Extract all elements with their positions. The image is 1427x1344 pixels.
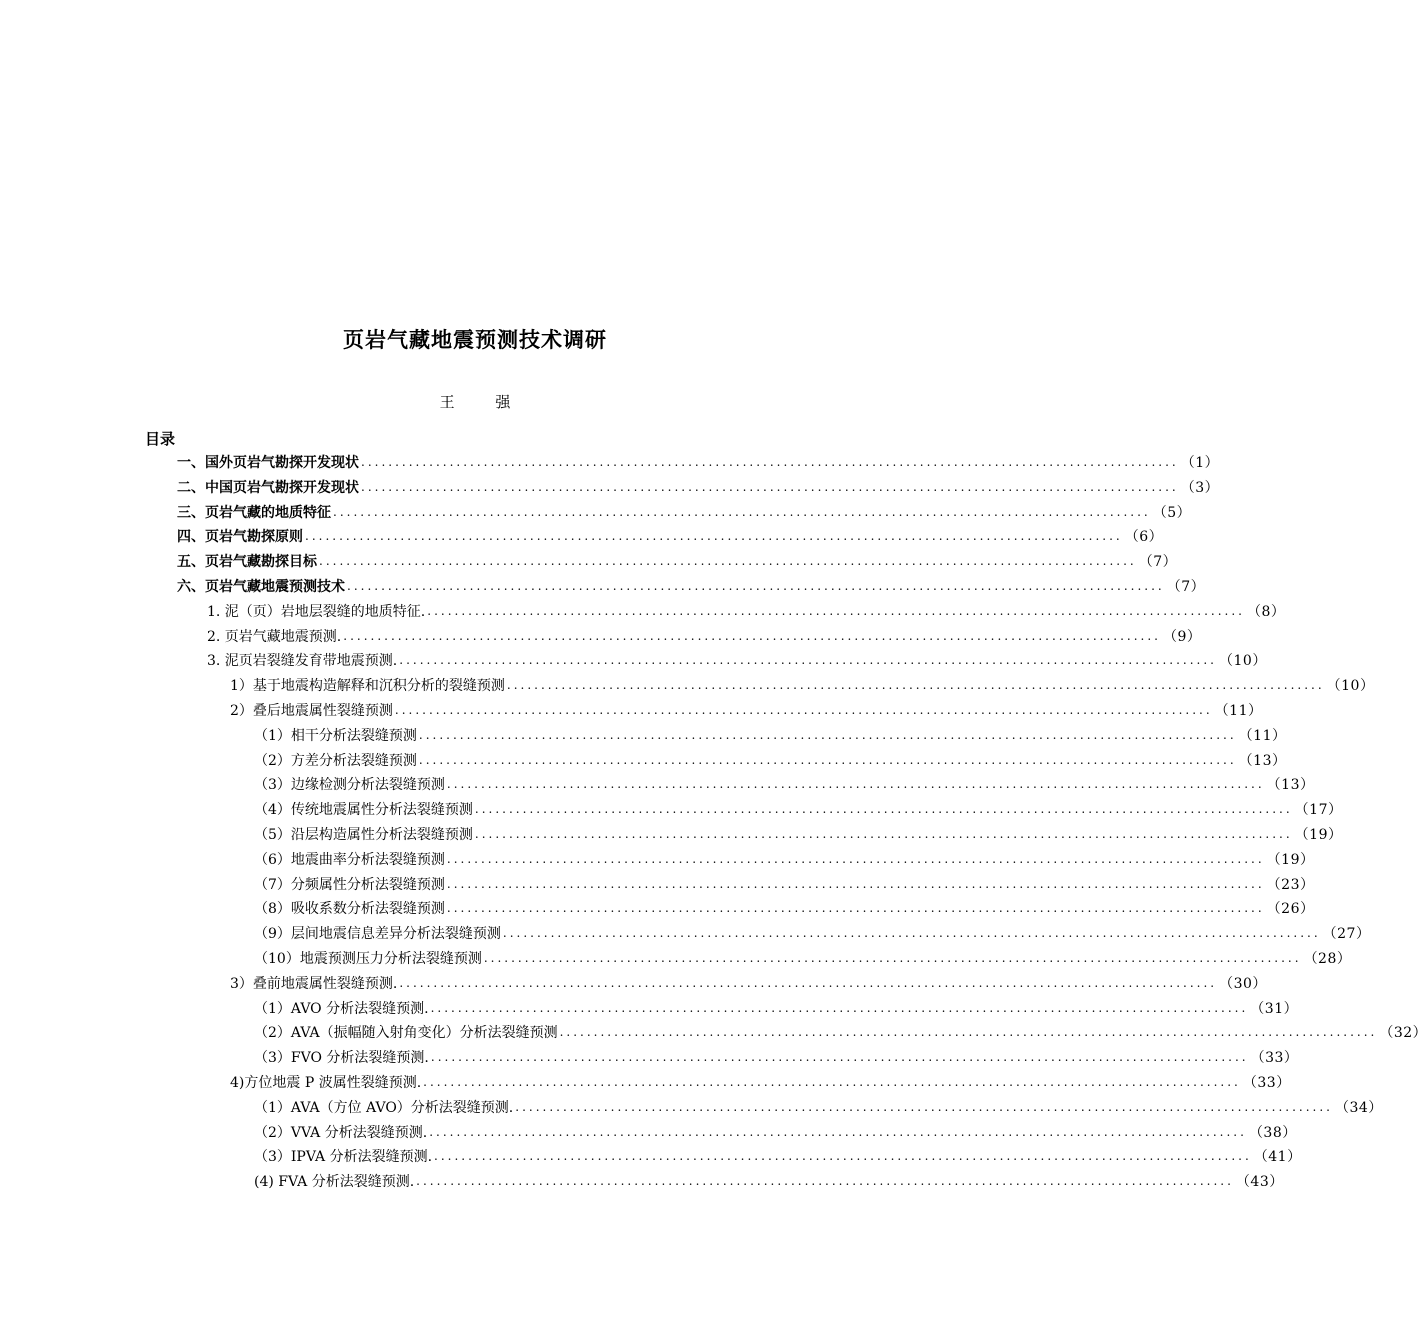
toc-entry[interactable] (207, 649, 1267, 671)
toc-entry-title: 4)方位地震 P 波属性裂缝预测. (230, 1075, 422, 1091)
toc-entry-title: （10）地震预测压力分析法裂缝预测 (254, 951, 482, 967)
toc-entry[interactable] (177, 501, 1192, 523)
toc-leader-dots: ........................................................................................................................ (423, 1075, 1241, 1089)
toc-entry-page: （17） (1294, 802, 1343, 819)
toc-entry[interactable] (254, 997, 1299, 1019)
toc-leader-dots: ........................................................................................................................ (515, 1099, 1333, 1114)
toc-leader-dots: ........................................................................................................................ (446, 901, 1265, 916)
toc-entry-page: （1） (1180, 455, 1220, 471)
toc-leader-dots: ........................................................................................................................ (343, 628, 1161, 643)
toc-leader-dots: ........................................................................................................................ (559, 1025, 1378, 1040)
toc-entry-page: （19） (1266, 851, 1315, 868)
toc-leader-dots: ........................................................................................................................ (418, 727, 1237, 742)
toc-entry-page: （38） (1248, 1124, 1297, 1141)
toc-leader-dots: ........................................................................................................................ (474, 827, 1293, 841)
toc-entry-title: （6）地震曲率分析法裂缝预测 (254, 851, 445, 868)
toc-entry-title: （5）沿层构造属性分析法裂缝预测 (254, 827, 473, 843)
toc-entry-title: （4）传统地震属性分析法裂缝预测 (254, 802, 473, 819)
toc-entry[interactable] (254, 1046, 1299, 1068)
document-title: 页岩气藏地震预测技术调研 (343, 327, 607, 352)
toc-entry-title: （3）IPVA 分析法裂缝预测. (254, 1149, 433, 1166)
toc-entry-page: （43） (1235, 1174, 1284, 1191)
toc-leader-dots: ........................................................................................................................ (506, 678, 1325, 693)
toc-entry[interactable] (254, 873, 1315, 895)
toc-entry-page: （23） (1266, 876, 1315, 893)
toc-leader-dots: ........................................................................................................................ (446, 777, 1265, 792)
toc-entry[interactable] (177, 525, 1164, 547)
toc-entry-title: 一、国外页岩气勘探开发现状 (177, 455, 359, 471)
toc-entry-page: （3） (1180, 479, 1220, 496)
toc-entry[interactable] (230, 674, 1375, 696)
toc-leader-dots: ........................................................................................................................ (502, 926, 1321, 941)
toc-entry-title: 1）基于地震构造解释和沉积分析的裂缝预测 (230, 678, 505, 695)
toc-entry[interactable] (177, 451, 1220, 473)
toc-entry-page: （7） (1166, 579, 1206, 595)
toc-entry-page: （32） (1379, 1025, 1427, 1042)
toc-entry[interactable] (230, 699, 1263, 721)
toc-entry-title: 3. 泥页岩裂缝发育带地震预测. (207, 653, 398, 670)
toc-leader-dots: ........................................................................................................................ (319, 554, 1137, 569)
toc-entry[interactable] (254, 724, 1287, 746)
toc-entry-title: （3）边缘检测分析法裂缝预测 (254, 777, 445, 794)
toc-entry-page: （10） (1219, 653, 1267, 670)
toc-entry[interactable] (254, 848, 1315, 870)
toc-entry[interactable] (207, 600, 1286, 622)
toc-entry-page: （26） (1266, 901, 1315, 918)
toc-entry-title: (4) FVA 分析法裂缝预测. (254, 1174, 415, 1191)
toc-entry-page: （11） (1214, 703, 1263, 719)
author-name: 王 强 (439, 393, 529, 411)
toc-entry-title: （1）相干分析法裂缝预测 (254, 727, 417, 744)
toc-leader-dots: ........................................................................................................................ (474, 802, 1293, 817)
toc-entry-title: （2）AVA（振幅随入射角变化）分析法裂缝预测 (254, 1025, 558, 1042)
toc-entry[interactable] (254, 922, 1371, 944)
toc-entry[interactable] (230, 1071, 1291, 1093)
toc-entry-title: （3）FVO 分析法裂缝预测. (254, 1050, 429, 1067)
toc-entry-title: 五、页岩气藏勘探目标 (177, 554, 317, 571)
toc-entry-title: 三、页岩气藏的地质特征 (177, 504, 331, 521)
toc-entry-title: （1）AVA（方位 AVO）分析法裂缝预测. (254, 1099, 514, 1116)
toc-entry-page: （31） (1250, 1000, 1299, 1017)
toc-entry-page: （7） (1138, 554, 1178, 571)
toc-entry-title: （8）吸收系数分析法裂缝预测 (254, 901, 445, 918)
toc-entry[interactable] (254, 1121, 1297, 1143)
toc-entry-title: （9）层间地震信息差异分析法裂缝预测 (254, 926, 501, 943)
toc-entry-title: 2）叠后地震属性裂缝预测 (230, 703, 393, 719)
toc-entry-page: （11） (1238, 727, 1287, 744)
toc-entry[interactable] (207, 625, 1202, 647)
toc-leader-dots: ........................................................................................................................ (430, 1050, 1249, 1065)
toc-entry-title: 四、页岩气勘探原则 (177, 529, 303, 546)
toc-entry[interactable] (254, 773, 1315, 795)
toc-entry[interactable] (254, 897, 1315, 919)
toc-entry-page: （34） (1334, 1099, 1383, 1116)
toc-entry-page: （6） (1124, 529, 1164, 546)
toc-entry-page: （9） (1163, 628, 1202, 645)
toc-entry[interactable] (254, 1021, 1427, 1043)
toc-entry-page: （19） (1294, 827, 1343, 843)
toc-entry[interactable] (230, 972, 1267, 994)
toc-leader-dots: ........................................................................................................................ (399, 653, 1217, 668)
toc-entry-page: （13） (1266, 777, 1315, 794)
toc-entry-title: （7）分频属性分析法裂缝预测 (254, 876, 445, 893)
toc-entry-title: 二、中国页岩气勘探开发现状 (177, 479, 359, 496)
toc-leader-dots: ........................................................................................................................ (446, 876, 1265, 891)
toc-entry-title: （2）方差分析法裂缝预测 (254, 752, 417, 769)
toc-leader-dots: ........................................................................................................................ (305, 529, 1123, 544)
toc-entry[interactable] (254, 749, 1287, 771)
toc-entry-page: （41） (1253, 1149, 1302, 1166)
toc-leader-dots: ........................................................................................................................ (446, 851, 1265, 866)
toc-entry-title: 六、页岩气藏地震预测技术 (177, 579, 345, 595)
toc-leader-dots: ........................................................................................................................ (361, 479, 1179, 494)
toc-leader-dots: ........................................................................................................................ (430, 1000, 1249, 1015)
toc-entry[interactable] (254, 1096, 1383, 1118)
toc-entry[interactable] (177, 550, 1178, 572)
toc-entry-page: （8） (1247, 603, 1286, 620)
toc-entry-page: （5） (1152, 504, 1192, 521)
toc-leader-dots: ........................................................................................................................ (429, 1124, 1247, 1139)
toc-entry-page: （10） (1326, 678, 1375, 695)
toc-entry[interactable] (177, 575, 1206, 597)
toc-leader-dots: ........................................................................................................................ (333, 504, 1151, 519)
toc-entry-page: （33） (1242, 1075, 1291, 1091)
toc-leader-dots: ........................................................................................................................ (361, 455, 1179, 469)
toc-leader-dots: ........................................................................................................................ (347, 579, 1165, 593)
toc-leader-dots: ........................................................................................................................ (399, 975, 1218, 990)
toc-entry[interactable] (254, 1170, 1284, 1192)
toc-entry-title: （1）AVO 分析法裂缝预测. (254, 1000, 429, 1017)
toc-entry-title: 3）叠前地震属性裂缝预测. (230, 975, 398, 992)
toc-entry[interactable] (254, 798, 1343, 820)
toc-leader-dots: ........................................................................................................................ (394, 703, 1213, 717)
toc-leader-dots: ........................................................................................................................ (434, 1149, 1252, 1164)
toc-leader-dots: ........................................................................................................................ (483, 951, 1302, 965)
toc-entry[interactable] (254, 947, 1352, 969)
toc-entry[interactable] (177, 476, 1220, 498)
toc-entry-page: （30） (1219, 975, 1267, 992)
toc-leader-dots: ........................................................................................................................ (418, 752, 1237, 767)
toc-entry-title: 2. 页岩气藏地震预测. (207, 628, 342, 645)
toc-entry-title: 1. 泥（页）岩地层裂缝的地质特征. (207, 603, 426, 620)
toc-entry-page: （13） (1238, 752, 1287, 769)
toc-entry-page: （33） (1250, 1050, 1299, 1067)
toc-entry[interactable] (254, 1145, 1302, 1167)
toc-heading: 目录 (145, 430, 176, 448)
toc-entry[interactable] (254, 823, 1343, 845)
toc-entry-title: （2）VVA 分析法裂缝预测. (254, 1124, 428, 1141)
toc-entry-page: （28） (1303, 951, 1352, 967)
toc-leader-dots: ........................................................................................................................ (416, 1174, 1234, 1189)
toc-leader-dots: ........................................................................................................................ (427, 603, 1245, 618)
toc-entry-page: （27） (1322, 926, 1371, 943)
